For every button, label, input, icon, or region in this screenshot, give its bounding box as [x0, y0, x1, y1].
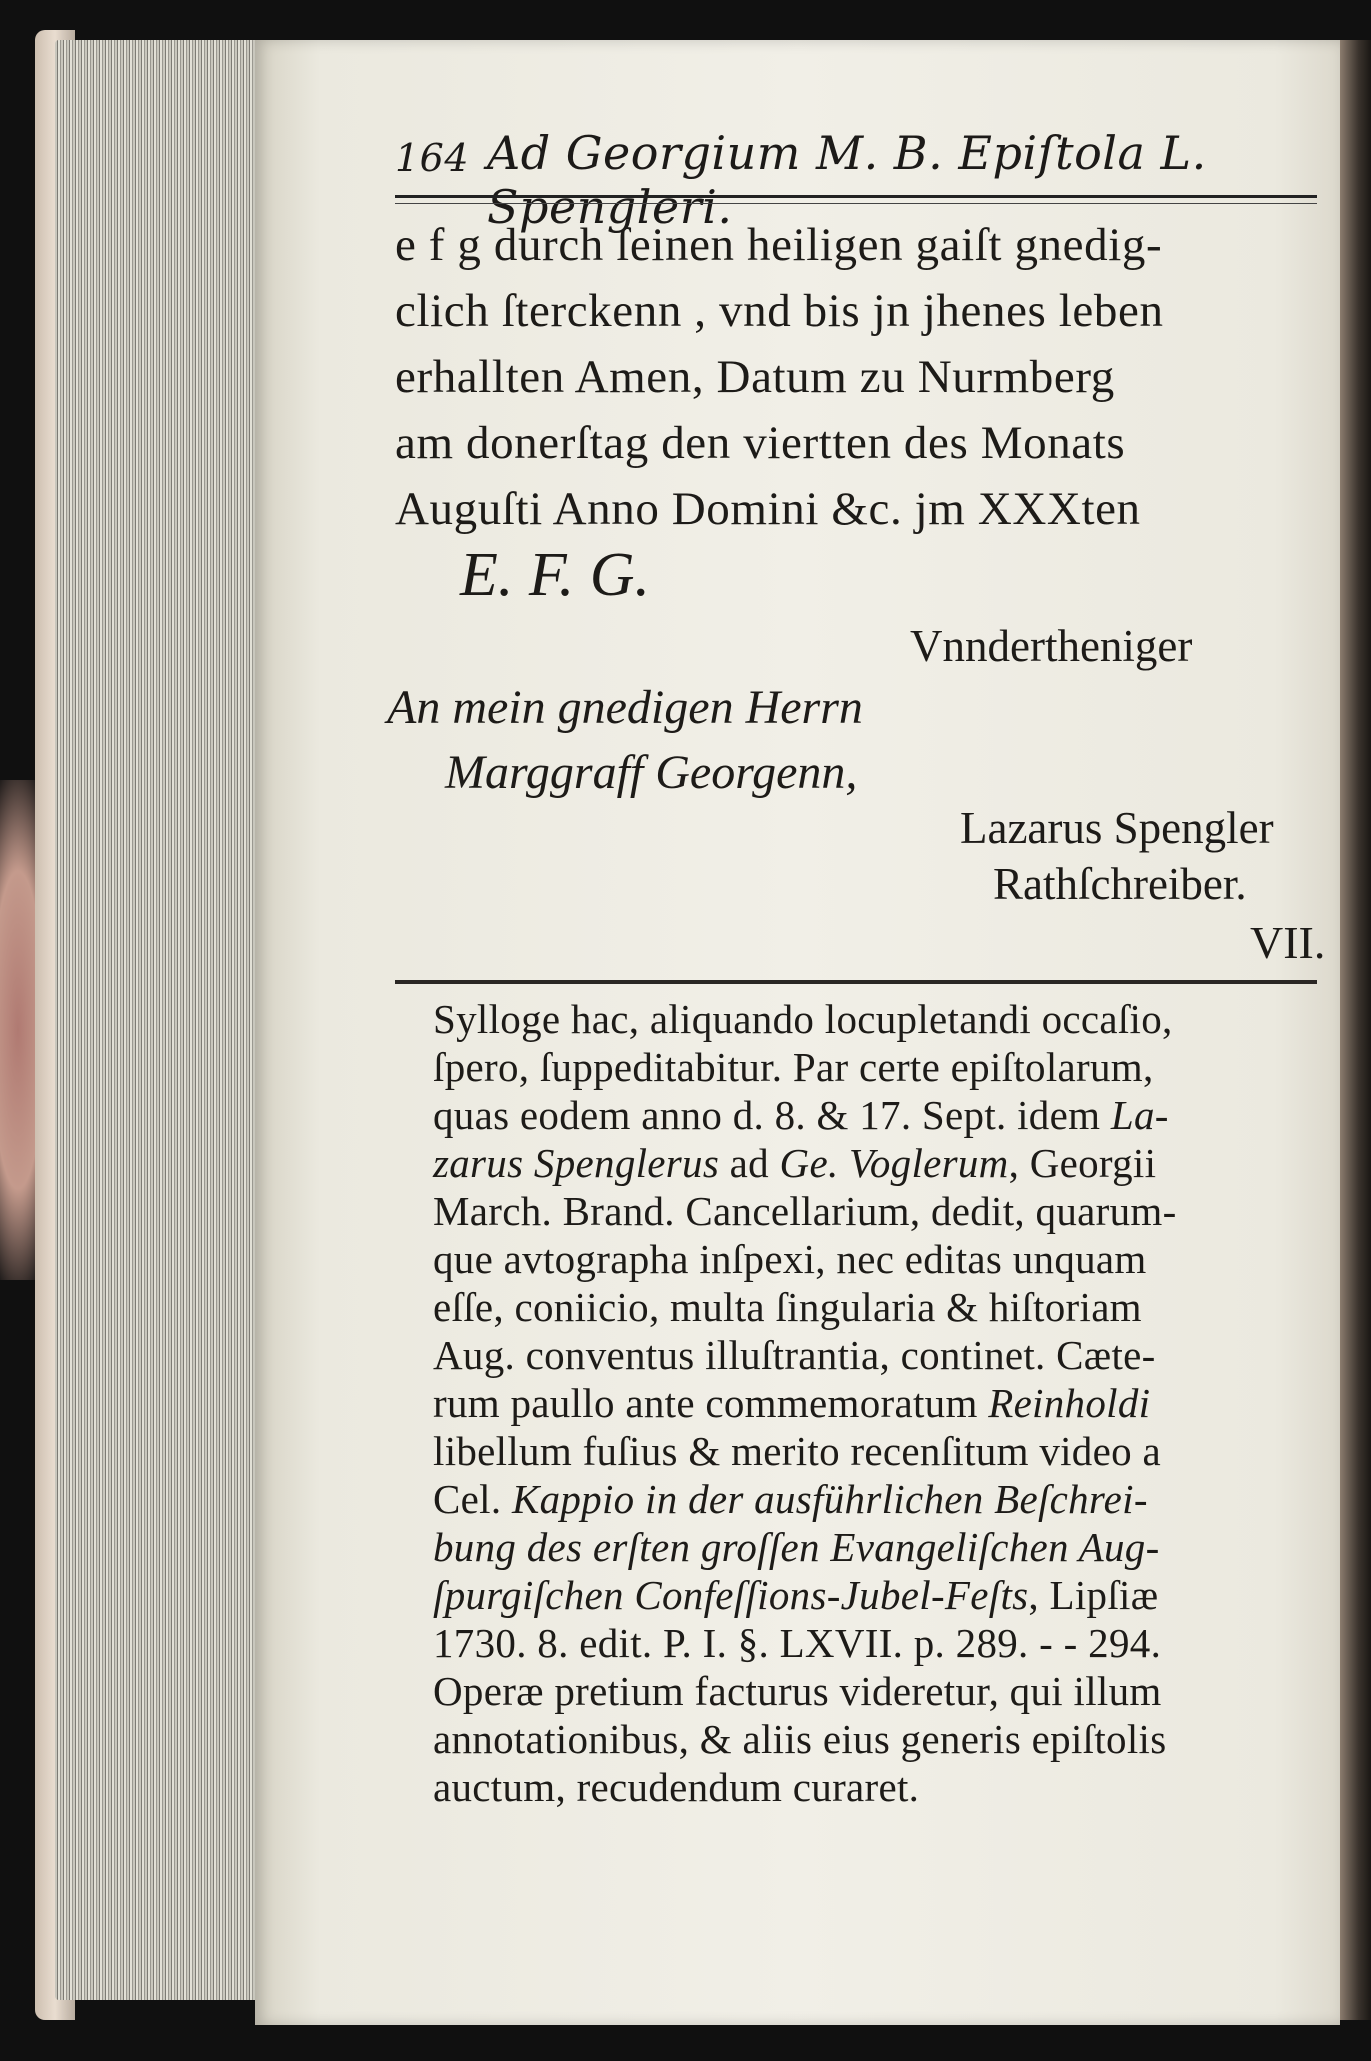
- commentary-line: [433, 1667, 1318, 1715]
- text-run: rum paullo ante commemoratum: [433, 1380, 989, 1426]
- text-run: Aug. conventus illuſtrantia, continet. Cæte-: [433, 1332, 1156, 1378]
- subscription: Vnndertheniger: [910, 621, 1193, 671]
- commentary-line: [433, 1043, 1318, 1091]
- running-head-title: Ad Georgium M. B. Epiſtola L. Spengleri.: [487, 126, 1207, 234]
- commentary-line: [433, 1091, 1318, 1139]
- commentary-line: [433, 1187, 1318, 1235]
- letter-line: am donerſtag den viertten des Monats: [395, 417, 1126, 469]
- letter-line: Auguſti Anno Domini &c. jm XXXten: [395, 483, 1141, 535]
- page-number: 164: [395, 136, 470, 180]
- commentary-line: [433, 995, 1318, 1043]
- text-run: eſſe, coniicio, multa ſingularia & hiſtoriam: [433, 1284, 1142, 1330]
- text-run: Sylloge hac, aliquando locupletandi occaſio,: [433, 996, 1173, 1042]
- text-run: , Georgii: [1008, 1140, 1157, 1186]
- commentary-line: [433, 1331, 1318, 1379]
- italic-run: bung des erſten groſſen Evangeliſchen Aug-: [433, 1524, 1160, 1570]
- catchword: VII.: [1250, 917, 1326, 968]
- initials: E. F. G.: [460, 541, 651, 609]
- address-line-2: Marggraff Georgenn,: [445, 746, 858, 799]
- commentary-line: [433, 1379, 1318, 1427]
- text-run: ad: [719, 1140, 780, 1186]
- text-run: 1730. 8. edit. P. I. §. LXVII. p. 289. - - 294.: [433, 1620, 1162, 1666]
- address-line-1: An mein gnedigen Herrn: [387, 681, 863, 734]
- running-head: [395, 126, 1315, 234]
- letter-line: clich ſterckenn , vnd bis jn jhenes leben: [395, 285, 1164, 337]
- text-run: libellum fuſius & merito recenſitum video a: [433, 1428, 1161, 1474]
- commentary-line: [433, 1523, 1318, 1571]
- text-run: que avtographa inſpexi, nec editas unquam: [433, 1236, 1147, 1282]
- commentary-line: [433, 1235, 1318, 1283]
- italic-run: ſpurgiſchen Confeſſions-Jubel-Feſts: [433, 1572, 1029, 1618]
- letter-line: erhallten Amen, Datum zu Nurmberg: [395, 351, 1115, 403]
- commentary-line: [433, 1571, 1318, 1619]
- text-run: ſpero, ſuppeditabitur. Par certe epiſtolarum,: [433, 1044, 1154, 1090]
- commentary-line: [433, 1475, 1318, 1523]
- italic-run: Kappio in der ausführlichen Beſchrei-: [511, 1476, 1148, 1522]
- italic-run: zarus Spenglerus: [433, 1140, 720, 1186]
- page-stack-edge: [55, 40, 255, 2000]
- header-rule-thin: [395, 203, 1317, 204]
- text-run: annotationibus, & aliis eius generis epiſtolis: [433, 1716, 1167, 1762]
- book-page: [255, 40, 1340, 2025]
- commentary-line: [433, 1715, 1318, 1763]
- header-rule: [395, 195, 1317, 198]
- text-run: auctum, recudendum curaret.: [433, 1764, 920, 1810]
- text-run: Operæ pretium facturus videretur, qui illum: [433, 1668, 1162, 1714]
- italic-run: Reinholdi: [988, 1380, 1151, 1426]
- facing-page-edge: [1340, 40, 1371, 2020]
- signature-title: Rathſchreiber.: [993, 859, 1247, 909]
- commentary-line: [433, 1619, 1318, 1667]
- commentary-line: [433, 1139, 1318, 1187]
- text-run: , Lipſiæ: [1028, 1572, 1159, 1618]
- letter-line: e f g durch ſeinen heiligen gaiſt gnedig-: [395, 219, 1163, 271]
- commentary-line: [433, 1427, 1318, 1475]
- text-run: March. Brand. Cancellarium, dedit, quarum-: [433, 1188, 1177, 1234]
- text-run: Cel.: [433, 1476, 512, 1522]
- commentary-line: [433, 1763, 1318, 1811]
- italic-run: La-: [1110, 1092, 1169, 1138]
- signature-name: Lazarus Spengler: [960, 803, 1274, 853]
- section-rule: [395, 980, 1317, 984]
- italic-run: Ge. Voglerum: [779, 1140, 1009, 1186]
- text-run: quas eodem anno d. 8. & 17. Sept. idem: [433, 1092, 1111, 1138]
- commentary-line: [433, 1283, 1318, 1331]
